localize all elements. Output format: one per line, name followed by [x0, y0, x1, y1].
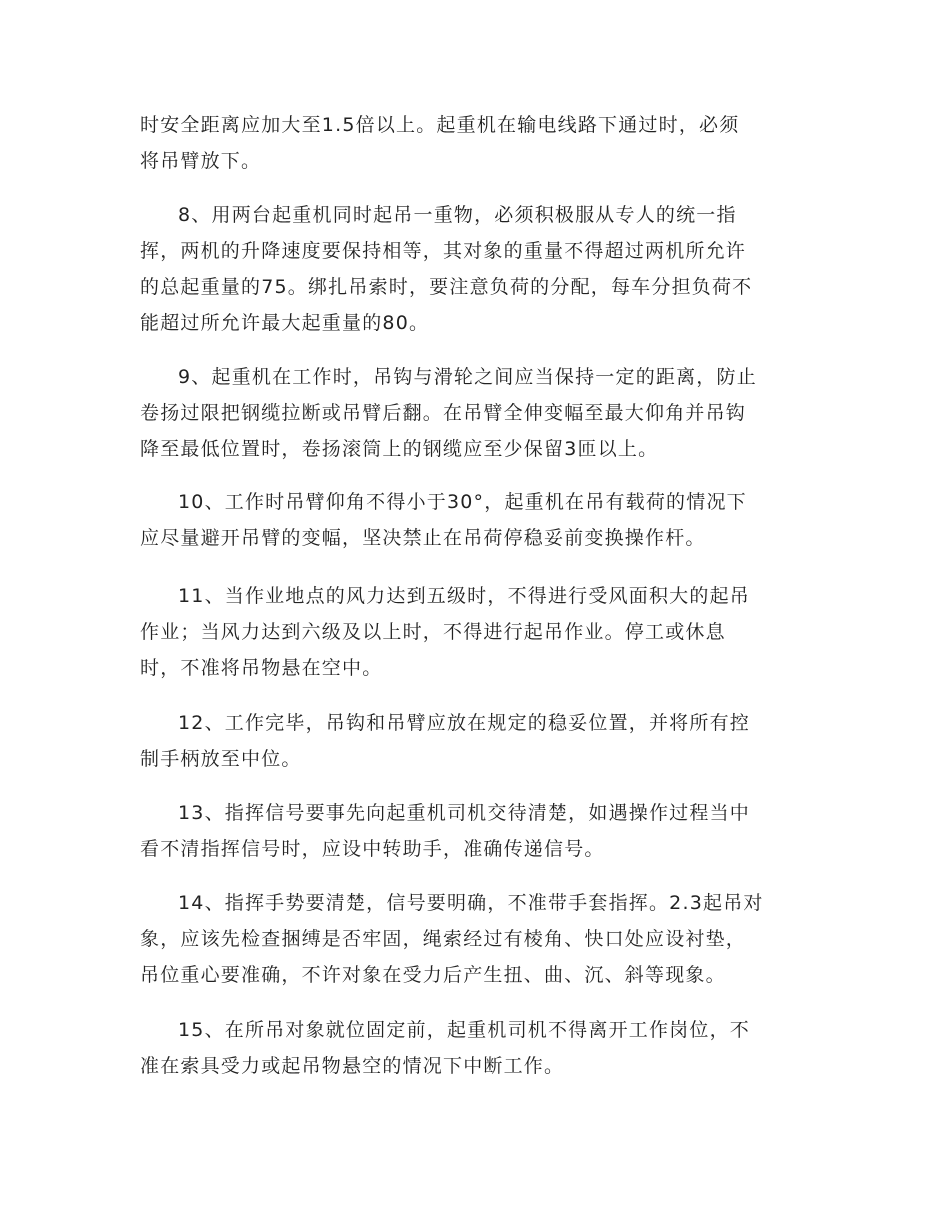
text-line: 准在索具受力或起吊物悬空的情况下中断工作。	[140, 1055, 565, 1077]
text-line: 的总起重量的75。绑扎吊索时，要注意负荷的分配，每车分担负荷不	[140, 276, 753, 298]
paragraph-item-13	[140, 795, 812, 867]
text-line: 作业；当风力达到六级及以上时，不得进行起吊作业。停工或休息	[140, 621, 726, 643]
text-line: 看不清指挥信号时，应设中转助手，准确传递信号。	[140, 838, 605, 860]
paragraph-item-9	[140, 359, 812, 467]
paragraph-item-11	[140, 578, 812, 686]
paragraph-item-15	[140, 1012, 812, 1084]
text-line: 13、指挥信号要事先向起重机司机交待清楚，如遇操作过程当中	[178, 802, 750, 824]
paragraph-item-14	[140, 885, 812, 993]
text-line: 卷扬过限把钢缆拉断或吊臂后翻。在吊臂全伸变幅至最大仰角并吊钩	[140, 402, 747, 424]
text-line: 14、指挥手势要清楚，信号要明确，不准带手套指挥。2.3起吊对	[178, 892, 764, 914]
text-line: 11、当作业地点的风力达到五级时，不得进行受风面积大的起吊	[178, 585, 750, 607]
text-line: 吊位重心要准确，不许对象在受力后产生扭、曲、沉、斜等现象。	[140, 964, 726, 986]
text-line: 15、在所吊对象就位固定前，起重机司机不得离开工作岗位，不	[178, 1019, 750, 1041]
text-line: 12、工作完毕，吊钩和吊臂应放在规定的稳妥位置，并将所有控	[178, 712, 750, 734]
text-line: 9、起重机在工作时，吊钩与滑轮之间应当保持一定的距离，防止	[178, 366, 757, 388]
text-line: 降至最低位置时，卷扬滚筒上的钢缆应至少保留3匝以上。	[140, 438, 659, 460]
text-line: 制手柄放至中位。	[140, 748, 302, 770]
text-line: 象，应该先检查捆缚是否牢固，绳索经过有棱角、快口处应设衬垫，	[140, 928, 747, 950]
text-line: 时安全距离应加大至1.5倍以上。起重机在输电线路下通过时，必须	[140, 114, 740, 136]
text-line: 能超过所允许最大起重量的80。	[140, 312, 430, 334]
paragraph-safety-distance	[140, 107, 812, 179]
text-line: 将吊臂放下。	[140, 150, 262, 172]
text-line: 时，不准将吊物悬在空中。	[140, 657, 383, 679]
paragraph-item-10	[140, 484, 812, 556]
text-line: 10、工作时吊臂仰角不得小于30°，起重机在吊有载荷的情况下	[178, 491, 747, 513]
text-line: 应尽量避开吊臂的变幅，坚决禁止在吊荷停稳妥前变换操作杆。	[140, 527, 706, 549]
paragraph-item-12	[140, 705, 812, 777]
text-line: 8、用两台起重机同时起吊一重物，必须积极服从专人的统一指	[178, 204, 737, 226]
paragraph-item-8	[140, 197, 812, 341]
text-line: 挥，两机的升降速度要保持相等，其对象的重量不得超过两机所允许	[140, 240, 747, 262]
